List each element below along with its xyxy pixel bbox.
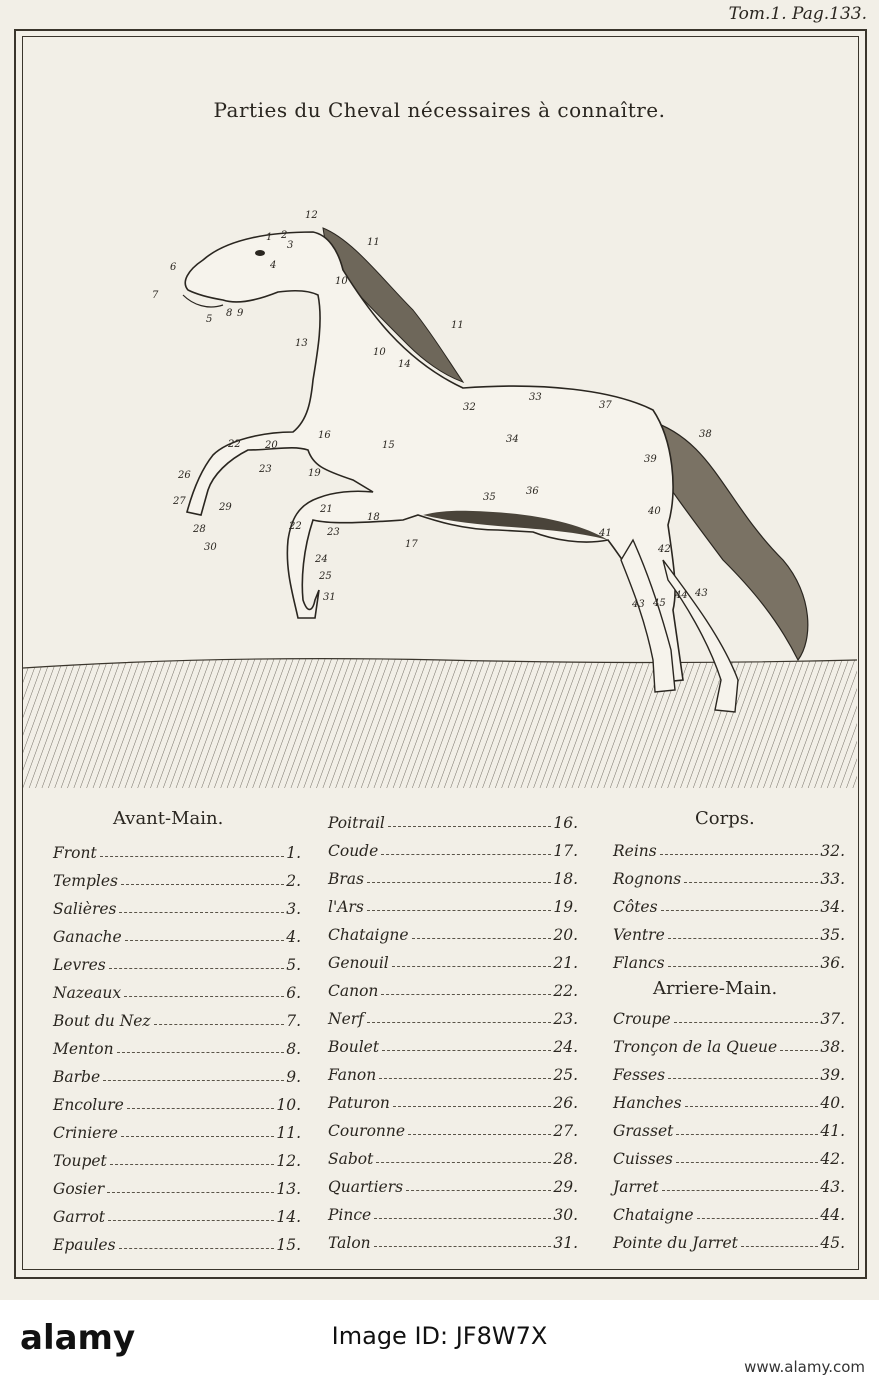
diagram-number: 22 xyxy=(289,521,302,532)
diagram-number: 40 xyxy=(648,506,661,517)
plate-title: Parties du Cheval nécessaires à connaître. xyxy=(213,98,666,122)
legend-row: Epaules 15. xyxy=(53,1236,301,1254)
legend-row: l'Ars 19. xyxy=(328,898,578,916)
legend-row: Bras 18. xyxy=(328,870,578,888)
diagram-number: 11 xyxy=(451,320,464,331)
diagram-number: 5 xyxy=(206,314,213,325)
legend xyxy=(23,800,857,1270)
diagram-number: 3 xyxy=(287,240,294,251)
legend-row: Paturon 26. xyxy=(328,1094,578,1112)
diagram-number: 4 xyxy=(270,260,277,271)
legend-row: Pince 30. xyxy=(328,1206,578,1224)
diagram-number: 34 xyxy=(506,434,519,445)
diagram-number: 35 xyxy=(483,492,496,503)
legend-row: Ventre 35. xyxy=(613,926,845,944)
diagram-number: 6 xyxy=(170,262,177,273)
diagram-number: 44 xyxy=(675,590,688,601)
diagram-number: 25 xyxy=(319,571,332,582)
legend-row: Ganache 4. xyxy=(53,928,301,946)
legend-row: Fanon 25. xyxy=(328,1066,578,1084)
diagram-number: 20 xyxy=(265,440,278,451)
diagram-number: 28 xyxy=(193,524,206,535)
legend-row: Barbe 9. xyxy=(53,1068,301,1086)
legend-row: Gosier 13. xyxy=(53,1180,301,1198)
diagram-number: 19 xyxy=(308,468,321,479)
diagram-number: 32 xyxy=(463,402,476,413)
diagram-number: 21 xyxy=(320,504,333,515)
legend-row: Quartiers 29. xyxy=(328,1178,578,1196)
legend-row: Cuisses 42. xyxy=(613,1150,845,1168)
heading-avant-main: Avant-Main. xyxy=(113,808,224,829)
diagram-number: 39 xyxy=(644,454,657,465)
diagram-number: 18 xyxy=(367,512,380,523)
page-reference: Tom.1. Pag.133. xyxy=(728,4,867,24)
diagram-number: 45 xyxy=(653,598,666,609)
legend-row: Coude 17. xyxy=(328,842,578,860)
diagram-number: 23 xyxy=(327,527,340,538)
legend-row: Menton 8. xyxy=(53,1040,301,1058)
legend-row: Encolure 10. xyxy=(53,1096,301,1114)
legend-row: Criniere 11. xyxy=(53,1124,301,1142)
legend-row: Talon 31. xyxy=(328,1234,578,1252)
legend-row: Jarret 43. xyxy=(613,1178,845,1196)
diagram-number: 31 xyxy=(323,592,336,603)
legend-row: Fesses 39. xyxy=(613,1066,845,1084)
legend-row: Côtes 34. xyxy=(613,898,845,916)
diagram-number: 12 xyxy=(305,210,318,221)
diagram-number: 14 xyxy=(398,359,411,370)
image-id: Image ID: JF8W7X xyxy=(331,1322,548,1350)
legend-row: Nerf 23. xyxy=(328,1010,578,1028)
horse-eye xyxy=(255,250,265,256)
legend-row: Poitrail 16. xyxy=(328,814,578,832)
diagram-number: 2 xyxy=(281,230,288,241)
legend-row: Bout du Nez 7. xyxy=(53,1012,301,1030)
diagram-number: 9 xyxy=(237,308,244,319)
heading-corps: Corps. xyxy=(695,808,755,829)
diagram-number: 23 xyxy=(259,464,272,475)
diagram-number: 24 xyxy=(315,554,328,565)
legend-row: Toupet 12. xyxy=(53,1152,301,1170)
legend-row: Front 1. xyxy=(53,844,301,862)
legend-row: Tronçon de la Queue 38. xyxy=(613,1038,845,1056)
diagram-number: 13 xyxy=(295,338,308,349)
legend-row: Temples 2. xyxy=(53,872,301,890)
legend-row: Salières 3. xyxy=(53,900,301,918)
diagram-number: 11 xyxy=(367,237,380,248)
legend-row: Garrot 14. xyxy=(53,1208,301,1226)
alamy-logo: alamy xyxy=(20,1318,136,1358)
diagram-number: 1 xyxy=(266,232,273,243)
diagram-number: 16 xyxy=(318,430,331,441)
diagram-number: 27 xyxy=(173,496,186,507)
legend-row: Rognons 33. xyxy=(613,870,845,888)
diagram-number: 10 xyxy=(373,347,386,358)
legend-row: Grasset 41. xyxy=(613,1122,845,1140)
legend-row: Pointe du Jarret 45. xyxy=(613,1234,845,1252)
legend-row: Genouil 21. xyxy=(328,954,578,972)
diagram-number: 29 xyxy=(219,502,232,513)
diagram-number: 22 xyxy=(228,439,241,450)
legend-row: Boulet 24. xyxy=(328,1038,578,1056)
legend-row: Sabot 28. xyxy=(328,1150,578,1168)
legend-row: Canon 22. xyxy=(328,982,578,1000)
diagram-number: 38 xyxy=(699,429,712,440)
legend-row: Nazeaux 6. xyxy=(53,984,301,1002)
diagram-number: 43 xyxy=(632,599,645,610)
watermark-url: www.alamy.com xyxy=(744,1358,865,1376)
heading-arriere-main: Arriere-Main. xyxy=(653,978,778,999)
diagram-number: 26 xyxy=(178,470,191,481)
diagram-number: 30 xyxy=(204,542,217,553)
legend-row: Croupe 37. xyxy=(613,1010,845,1028)
legend-row: Flancs 36. xyxy=(613,954,845,972)
diagram-number: 7 xyxy=(152,290,159,301)
legend-row: Reins 32. xyxy=(613,842,845,860)
legend-row: Chataigne 44. xyxy=(613,1206,845,1224)
diagram-number: 36 xyxy=(526,486,539,497)
horse-illustration xyxy=(23,120,857,788)
diagram-number: 43 xyxy=(695,588,708,599)
diagram-number: 37 xyxy=(599,400,612,411)
legend-row: Hanches 40. xyxy=(613,1094,845,1112)
diagram-number: 8 xyxy=(226,308,233,319)
diagram-number: 10 xyxy=(335,276,348,287)
legend-row: Couronne 27. xyxy=(328,1122,578,1140)
legend-row: Levres 5. xyxy=(53,956,301,974)
diagram-number: 42 xyxy=(658,544,671,555)
diagram-number: 41 xyxy=(599,528,612,539)
diagram-number: 15 xyxy=(382,440,395,451)
diagram-number: 33 xyxy=(529,392,542,403)
horse-body xyxy=(185,232,683,682)
diagram-number: 17 xyxy=(405,539,418,550)
legend-row: Chataigne 20. xyxy=(328,926,578,944)
